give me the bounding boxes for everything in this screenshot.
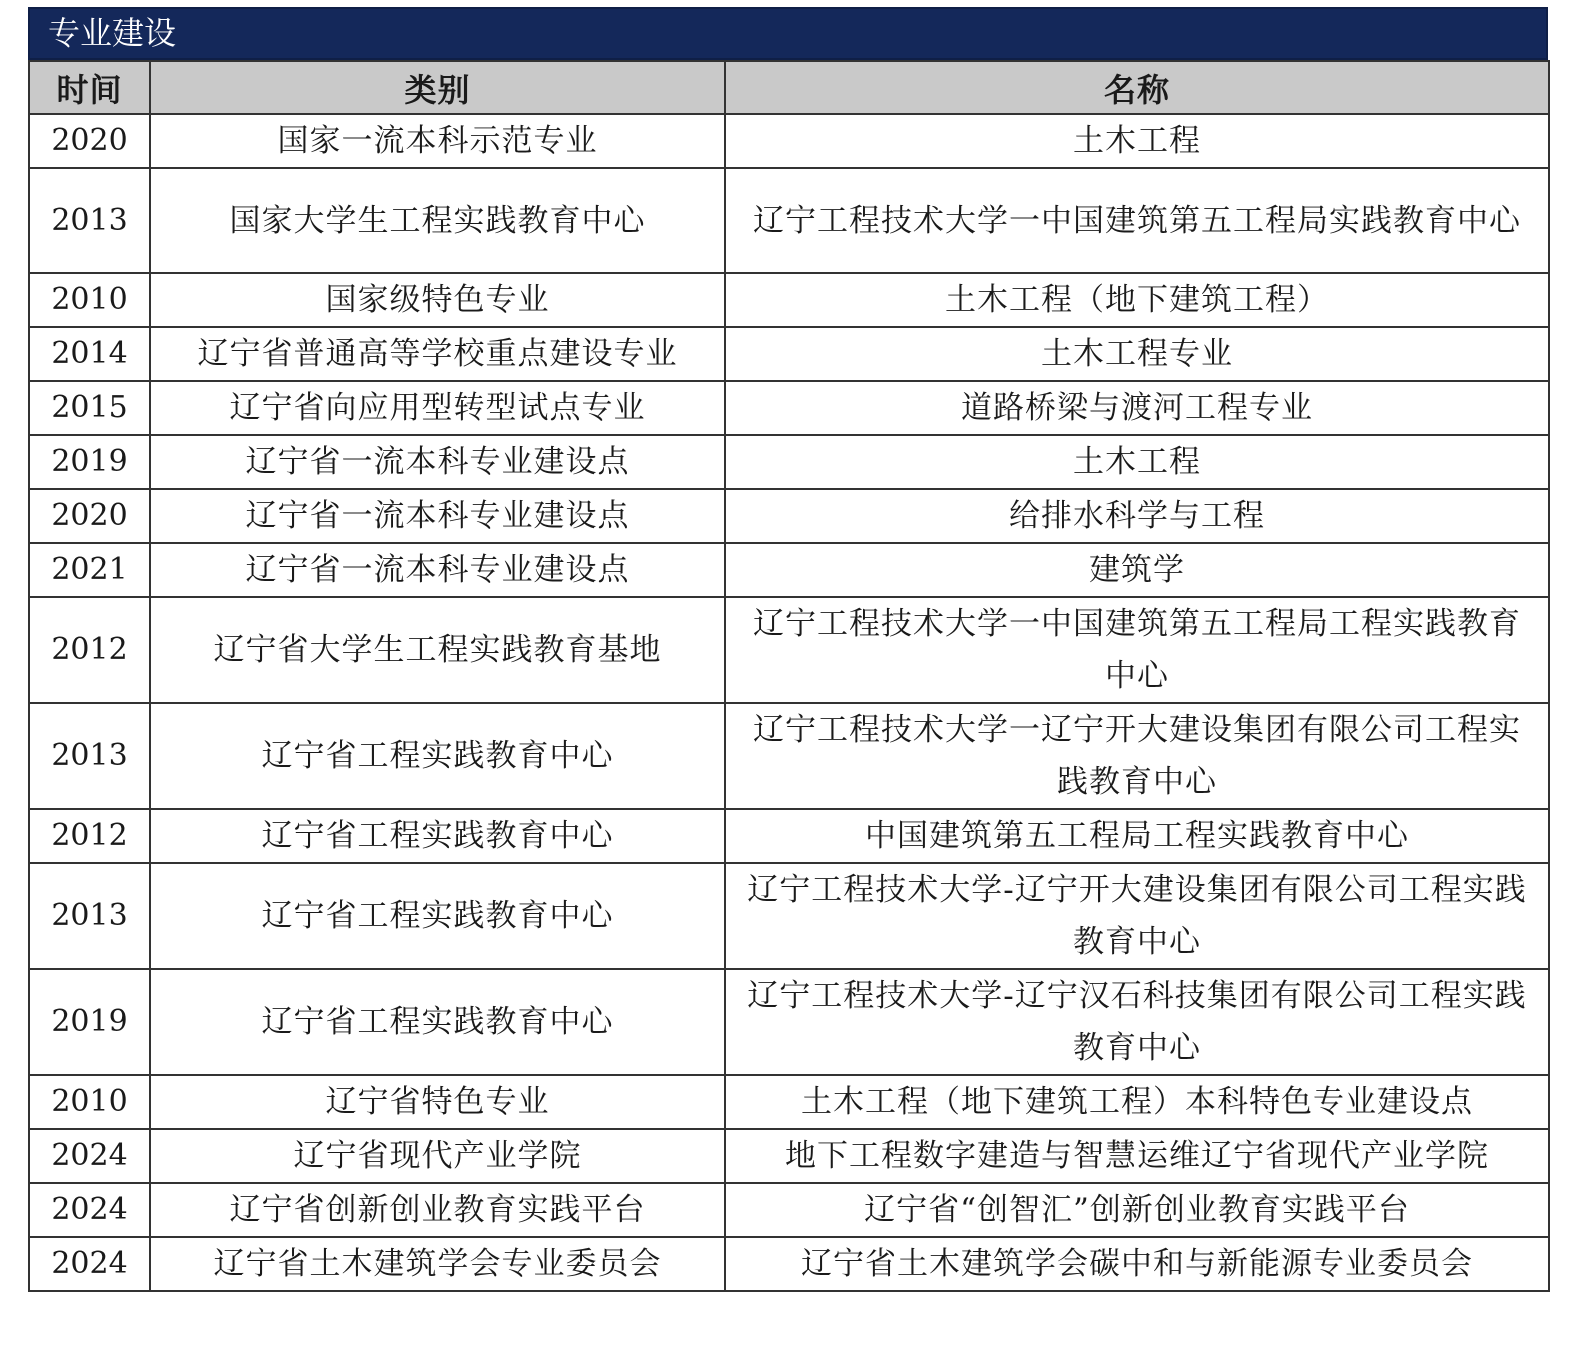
cell-name: 道路桥梁与渡河工程专业 xyxy=(725,381,1549,435)
cell-category: 辽宁省工程实践教育中心 xyxy=(150,809,725,863)
cell-name: 辽宁省“创智汇”创新创业教育实践平台 xyxy=(725,1183,1549,1237)
table-row xyxy=(29,381,1549,435)
cell-category: 国家一流本科示范专业 xyxy=(150,114,725,168)
cell-name: 土木工程专业 xyxy=(725,327,1549,381)
table-row xyxy=(29,114,1549,168)
major-construction-table-card xyxy=(28,7,1548,1292)
table-row xyxy=(29,327,1549,381)
cell-category: 国家级特色专业 xyxy=(150,273,725,327)
cell-year: 2012 xyxy=(29,597,150,703)
major-construction-table xyxy=(28,60,1550,1292)
table-row xyxy=(29,863,1549,969)
cell-year: 2013 xyxy=(29,168,150,273)
cell-year: 2015 xyxy=(29,381,150,435)
cell-category: 辽宁省一流本科专业建设点 xyxy=(150,489,725,543)
cell-year: 2021 xyxy=(29,543,150,597)
table-row xyxy=(29,489,1549,543)
cell-name: 建筑学 xyxy=(725,543,1549,597)
table-row xyxy=(29,1129,1549,1183)
cell-year: 2024 xyxy=(29,1237,150,1291)
cell-name: 辽宁省土木建筑学会碳中和与新能源专业委员会 xyxy=(725,1237,1549,1291)
cell-year: 2024 xyxy=(29,1183,150,1237)
table-row xyxy=(29,597,1549,703)
cell-category: 辽宁省工程实践教育中心 xyxy=(150,863,725,969)
cell-name: 给排水科学与工程 xyxy=(725,489,1549,543)
cell-year: 2013 xyxy=(29,863,150,969)
cell-name: 辽宁工程技术大学一辽宁开大建设集团有限公司工程实践教育中心 xyxy=(725,703,1549,809)
table-row xyxy=(29,1183,1549,1237)
cell-category: 辽宁省土木建筑学会专业委员会 xyxy=(150,1237,725,1291)
table-title: 专业建设 xyxy=(28,7,1548,60)
cell-category: 辽宁省工程实践教育中心 xyxy=(150,703,725,809)
table-row xyxy=(29,168,1549,273)
cell-category: 辽宁省创新创业教育实践平台 xyxy=(150,1183,725,1237)
cell-year: 2020 xyxy=(29,114,150,168)
cell-name: 中国建筑第五工程局工程实践教育中心 xyxy=(725,809,1549,863)
cell-name: 辽宁工程技术大学-辽宁汉石科技集团有限公司工程实践教育中心 xyxy=(725,969,1549,1075)
cell-year: 2024 xyxy=(29,1129,150,1183)
header-time: 时间 xyxy=(29,61,150,114)
cell-category: 辽宁省特色专业 xyxy=(150,1075,725,1129)
cell-year: 2019 xyxy=(29,435,150,489)
cell-year: 2019 xyxy=(29,969,150,1075)
cell-year: 2010 xyxy=(29,273,150,327)
table-row xyxy=(29,543,1549,597)
cell-category: 辽宁省向应用型转型试点专业 xyxy=(150,381,725,435)
cell-category: 辽宁省现代产业学院 xyxy=(150,1129,725,1183)
cell-category: 辽宁省大学生工程实践教育基地 xyxy=(150,597,725,703)
cell-year: 2012 xyxy=(29,809,150,863)
cell-name: 辽宁工程技术大学一中国建筑第五工程局工程实践教育中心 xyxy=(725,597,1549,703)
table-row xyxy=(29,1237,1549,1291)
cell-name: 土木工程 xyxy=(725,435,1549,489)
cell-name: 土木工程（地下建筑工程） xyxy=(725,273,1549,327)
table-row xyxy=(29,809,1549,863)
cell-category: 国家大学生工程实践教育中心 xyxy=(150,168,725,273)
header-row xyxy=(29,61,1549,114)
table-row xyxy=(29,969,1549,1075)
cell-name: 辽宁工程技术大学一中国建筑第五工程局实践教育中心 xyxy=(725,168,1549,273)
table-row xyxy=(29,703,1549,809)
cell-year: 2013 xyxy=(29,703,150,809)
cell-year: 2010 xyxy=(29,1075,150,1129)
cell-category: 辽宁省普通高等学校重点建设专业 xyxy=(150,327,725,381)
cell-year: 2014 xyxy=(29,327,150,381)
cell-name: 土木工程 xyxy=(725,114,1549,168)
table-row xyxy=(29,435,1549,489)
header-category: 类别 xyxy=(150,61,725,114)
cell-category: 辽宁省一流本科专业建设点 xyxy=(150,543,725,597)
cell-year: 2020 xyxy=(29,489,150,543)
cell-category: 辽宁省一流本科专业建设点 xyxy=(150,435,725,489)
header-name: 名称 xyxy=(725,61,1549,114)
cell-category: 辽宁省工程实践教育中心 xyxy=(150,969,725,1075)
cell-name: 地下工程数字建造与智慧运维辽宁省现代产业学院 xyxy=(725,1129,1549,1183)
table-row xyxy=(29,1075,1549,1129)
cell-name: 土木工程（地下建筑工程）本科特色专业建设点 xyxy=(725,1075,1549,1129)
table-row xyxy=(29,273,1549,327)
cell-name: 辽宁工程技术大学-辽宁开大建设集团有限公司工程实践教育中心 xyxy=(725,863,1549,969)
